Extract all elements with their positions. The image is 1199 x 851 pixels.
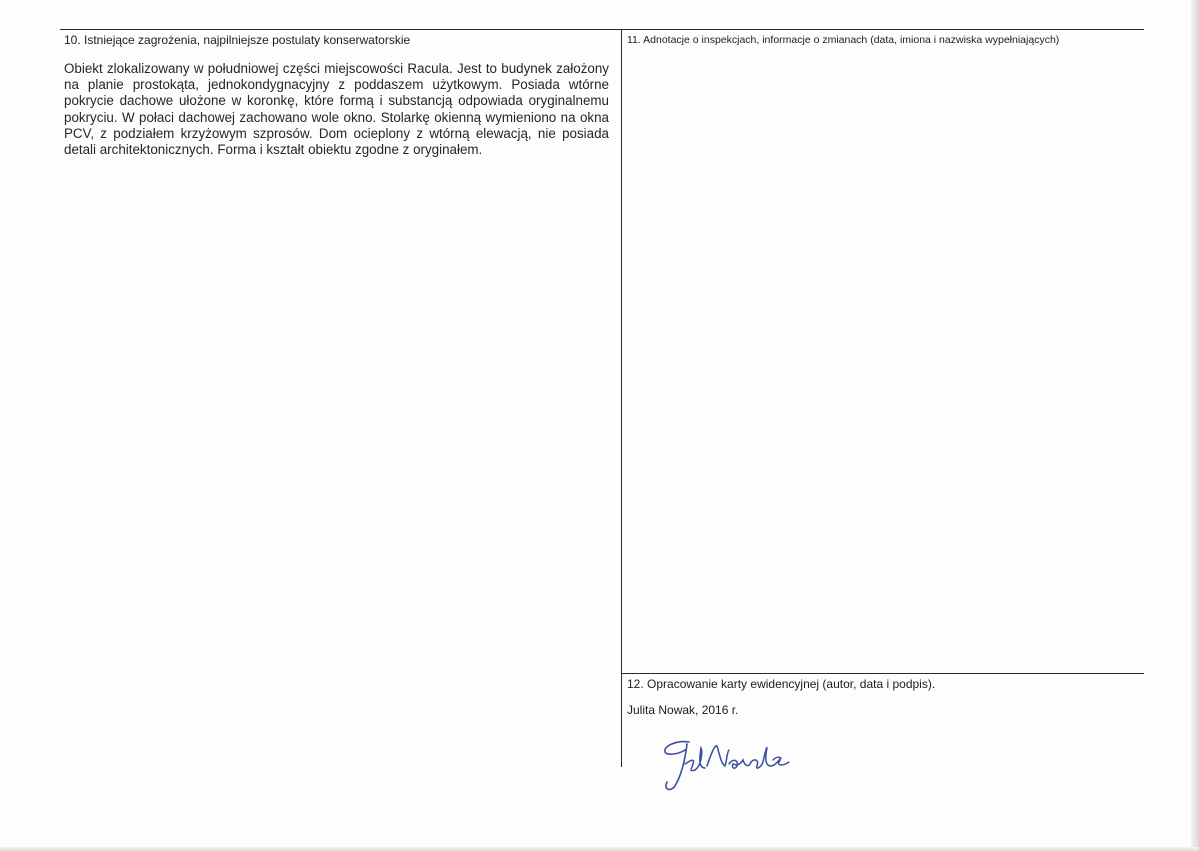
top-rule-left bbox=[60, 29, 621, 30]
top-rule-right bbox=[621, 29, 1144, 30]
section-10-body: Obiekt zlokalizowany w południowej części miejscowości Racula. Jest to budynek założony na planie prostokąta, jednokondygnacyjny z poddaszem użytkowym. Posiada wtórne pokrycie dachowe ułożone w koronkę, które formą i substancją odpowiada oryginalnemu pokryciu. W połaci dachowej zachowano wole okno. Stolarkę okienną wymieniono na okna PCV, z podziałem krzyżowym szprosów. Dom ocieplony z wtórną elewacją, nie posiada detali architektonicznych. Forma i kształt obiektu zgodne z oryginałem. bbox=[64, 61, 609, 158]
section-12-rule bbox=[621, 673, 1144, 674]
page-bottom-edge bbox=[0, 847, 1199, 851]
author-date: Julita Nowak, 2016 r. bbox=[627, 703, 739, 717]
page-edge-shadow bbox=[1191, 0, 1199, 851]
section-10-heading: 10. Istniejące zagrożenia, najpilniejsze postulaty konserwatorskie bbox=[64, 33, 411, 47]
section-11-heading: 11. Adnotacje o inspekcjach, informacje o zmianach (data, imiona i nazwiska wypełniających) bbox=[627, 34, 1060, 46]
column-divider bbox=[621, 29, 622, 767]
section-12-heading: 12. Opracowanie karty ewidencyjnej (autor, data i podpis). bbox=[627, 677, 936, 691]
handwritten-signature bbox=[655, 730, 795, 800]
